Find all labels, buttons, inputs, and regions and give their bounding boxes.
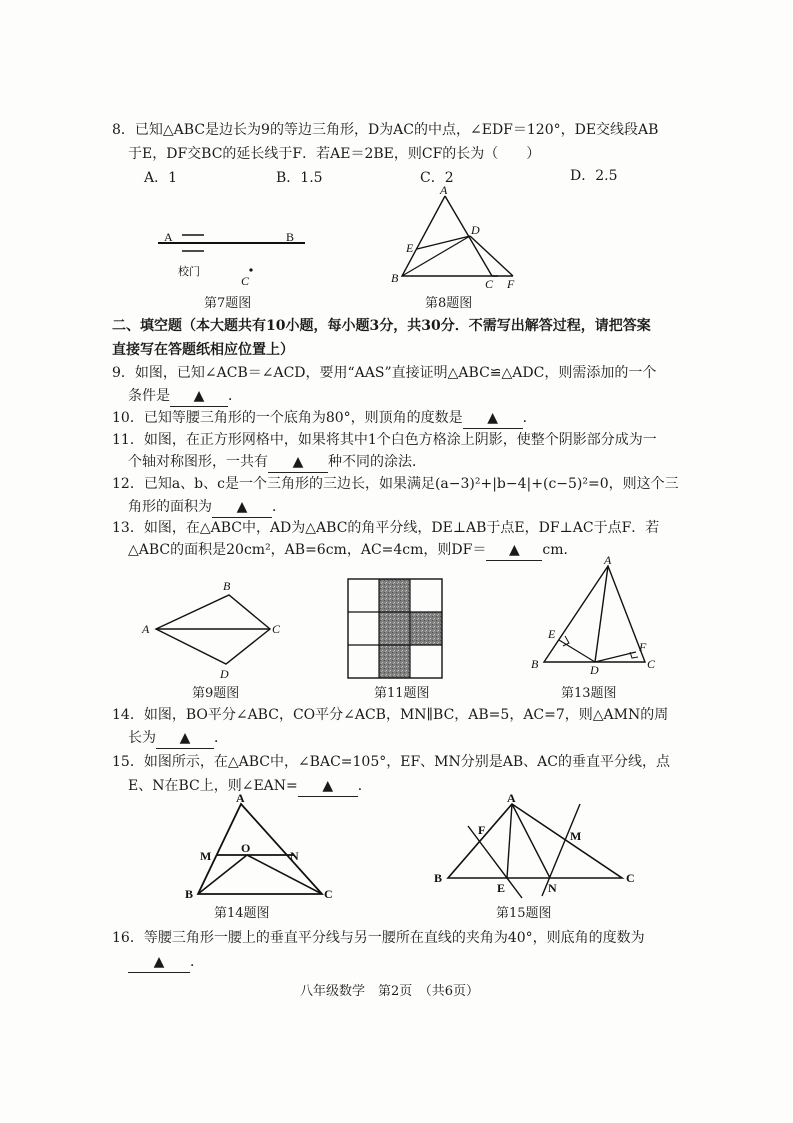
q13-line1: 13．如图，在△ABC中，AD为△ABC的角平分线，DE⊥AB于点E，DF⊥AC于点F．若 (112, 520, 660, 536)
figure-8 (388, 183, 528, 291)
fig13-label-a: A (604, 553, 612, 567)
q14-line2-end: ． (214, 730, 228, 746)
q16-line2-end: ． (190, 954, 204, 970)
q12-line1: 12．已知a、b、c是一个三角形的三边长，如果满足(a−3)²+|b−4|+(c−5)²=0，则这个三 (112, 476, 679, 492)
fig15-label-n: N (548, 881, 557, 895)
grid-shaded-cell (410, 612, 442, 645)
fig13-label-c: C (647, 657, 656, 671)
fig7-gate-label: 校门 (178, 266, 200, 278)
fig14-label-n: N (290, 849, 299, 863)
fig15-label-e: E (497, 881, 506, 895)
fig7-caption: 第7题图 (204, 296, 252, 311)
fig14-label-m: M (200, 849, 212, 863)
q12-line2-end: ． (272, 499, 286, 515)
section2-heading-line2: 直接写在答题纸相应位置上） (112, 342, 294, 358)
q11-line2-text: 个轴对称图形，一共有 (128, 454, 268, 470)
q8-line1: 8．已知△ABC是边长为9的等边三角形，D为AC的中点，∠EDF＝120°，DE交线段AB (112, 122, 659, 138)
q9-line2-end: ． (228, 388, 242, 404)
q12-answer-blank: ▲ (212, 497, 272, 518)
fig13-label-f: F (639, 640, 647, 654)
q12-line2 (128, 497, 286, 518)
grid-shaded-cell (379, 579, 410, 612)
q13-answer-blank: ▲ (486, 540, 542, 561)
fig8-label-f: F (507, 277, 515, 291)
fig7-label-b: B (286, 230, 295, 244)
q9-line1: 9．如图，已知∠ACB＝∠ACD，要用“AAS”直接证明△ABC≌△ADC，则需添加的一个 (112, 365, 657, 381)
q11-line2-end: 种不同的涂法． (328, 454, 426, 470)
q12-line2-text: 角形的面积为 (128, 499, 212, 515)
fig14-label-c: C (324, 887, 333, 901)
fig14-label-b: B (185, 887, 194, 901)
fig13-label-d: D (590, 663, 599, 677)
figure-11-grid (346, 578, 446, 680)
fig8-caption: 第8题图 (425, 296, 473, 311)
q9-answer-blank: ▲ (170, 386, 228, 407)
q15-line2-end: ． (357, 778, 372, 794)
q13-line2-text: △ABC的面积是20cm²，AB=6cm，AC=4cm，则DF＝ (128, 542, 487, 558)
grid-shaded-cell (379, 645, 410, 678)
fig8-label-b: B (391, 271, 399, 285)
q10-text: 10．已知等腰三角形的一个底角为80°，则顶角的度数是 (112, 410, 463, 426)
q13-line2-end: cm． (542, 542, 578, 558)
fig7-label-a: A (164, 230, 173, 244)
q14-answer-blank: ▲ (156, 728, 214, 749)
fig15-label-f: F (478, 823, 486, 837)
q10-answer-blank: ▲ (463, 408, 523, 429)
q15-line1: 15．如图所示，在△ABC中，∠BAC=105°，EF、MN分别是AB、AC的垂直平分线，点 (112, 754, 670, 770)
fig8-label-a: A (440, 183, 448, 197)
q9-line2-text: 条件是 (128, 388, 170, 404)
fig13-label-b: B (531, 657, 539, 671)
q10-line (112, 408, 537, 429)
grid-shaded-cell (379, 612, 410, 645)
fig14-label-o: O (241, 841, 251, 855)
figure-13 (528, 553, 658, 677)
fig9-label-c: C (272, 622, 281, 636)
fig9-label-d: D (220, 667, 229, 681)
page-footer: 八年级数学 第2页 （共6页） (300, 984, 480, 999)
fig8-label-e: E (406, 241, 414, 255)
q10-end: ． (522, 410, 537, 426)
fig11-caption: 第11题图 (374, 686, 430, 701)
figure-15 (430, 790, 650, 902)
q8-option-c: C．2 (420, 170, 454, 186)
q16-answer-blank: ▲ (128, 952, 190, 973)
section2-heading-line1: 二、填空题（本大题共有10小题，每小题3分，共30分．不需写出解答过程，请把答案 (112, 318, 651, 334)
q16-line1: 16．等腰三角形一腰上的垂直平分线与另一腰所在直线的夹角为40°，则底角的度数为 (112, 930, 645, 946)
q13-line2 (128, 540, 577, 561)
fig8-label-c: C (485, 277, 494, 291)
fig9-caption: 第9题图 (192, 686, 240, 701)
fig9-label-a: A (142, 622, 150, 636)
fig7-label-c: C (241, 274, 250, 288)
q9-line2 (128, 386, 242, 407)
fig8-label-d: D (471, 223, 480, 237)
q8-line2: 于E，DF交BC的延长线于F．若AE＝2BE，则CF的长为（ ） (128, 146, 541, 162)
figure-9 (138, 576, 288, 684)
figure-14 (180, 790, 340, 900)
fig15-caption: 第15题图 (496, 906, 552, 921)
fig13-label-e: E (548, 627, 556, 641)
fig15-label-m: M (570, 829, 582, 843)
fig13-caption: 第13题图 (561, 686, 617, 701)
q14-line2-text: 长为 (128, 730, 156, 746)
fig15-label-b: B (434, 871, 443, 885)
q14-line1: 14．如图，BO平分∠ABC，CO平分∠ACB，MN∥BC，AB=5，AC=7，则△AMN的周 (112, 707, 669, 723)
fig14-caption: 第14题图 (214, 906, 270, 921)
q16-line2 (128, 952, 204, 973)
q15-line2-text: E、N在BC上，则∠EAN= (128, 778, 298, 794)
fig15-label-a: A (507, 791, 516, 805)
q11-line1: 11．如图，在正方形网格中，如果将其中1个白色方格涂上阴影，使整个阴影部分成为一 (112, 432, 657, 448)
q8-option-d: D．2.5 (570, 168, 618, 184)
fig15-label-c: C (626, 871, 635, 885)
q8-option-a: A．1 (144, 170, 178, 186)
q11-answer-blank: ▲ (268, 452, 328, 473)
fig14-label-a: A (236, 791, 245, 805)
q8-option-b: B．1.5 (276, 170, 323, 186)
fig9-label-b: B (223, 579, 231, 593)
q15-answer-blank: ▲ (298, 776, 358, 797)
q11-line2 (128, 452, 426, 473)
q14-line2 (128, 728, 228, 749)
